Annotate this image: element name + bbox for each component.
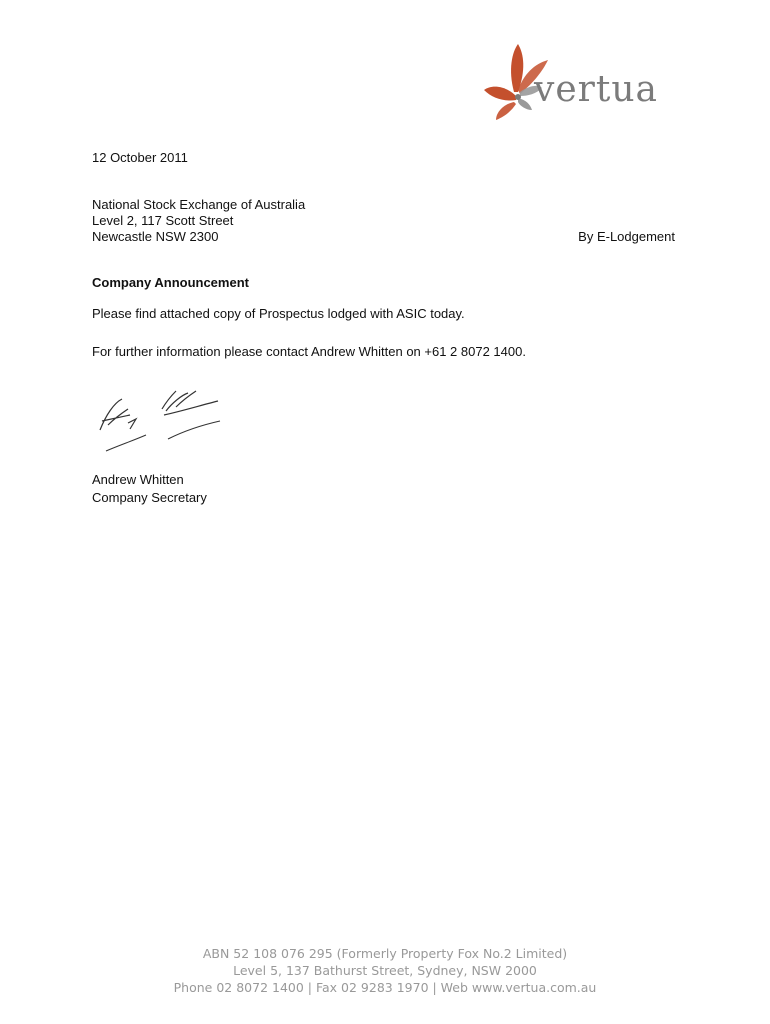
- signatory-name: Andrew Whitten: [92, 472, 184, 487]
- letterhead-footer: [0, 945, 770, 996]
- address-line: National Stock Exchange of Australia: [92, 197, 306, 212]
- footer-line: Phone 02 8072 1400 | Fax 02 9283 1970 | Web www.vertua.com.au: [173, 980, 597, 995]
- handwritten-signature: [92, 385, 227, 465]
- signatory-title: Company Secretary: [92, 490, 207, 505]
- logo-wordmark: vertua: [534, 69, 658, 110]
- address-line: Newcastle NSW 2300: [92, 229, 219, 244]
- company-logo: [478, 40, 683, 122]
- delivery-method: By E-Lodgement: [578, 229, 675, 244]
- footer-line: ABN 52 108 076 295 (Formerly Property Fox No.2 Limited): [202, 946, 568, 961]
- body-paragraph: For further information please contact Andrew Whitten on +61 2 8072 1400.: [92, 344, 526, 359]
- body-paragraph: Please find attached copy of Prospectus lodged with ASIC today.: [92, 306, 465, 321]
- address-line: Level 2, 117 Scott Street: [92, 213, 234, 228]
- letter-date: 12 October 2011: [92, 150, 188, 165]
- subject-heading: Company Announcement: [92, 275, 249, 290]
- footer-line: Level 5, 137 Bathurst Street, Sydney, NSW 2000: [233, 963, 537, 978]
